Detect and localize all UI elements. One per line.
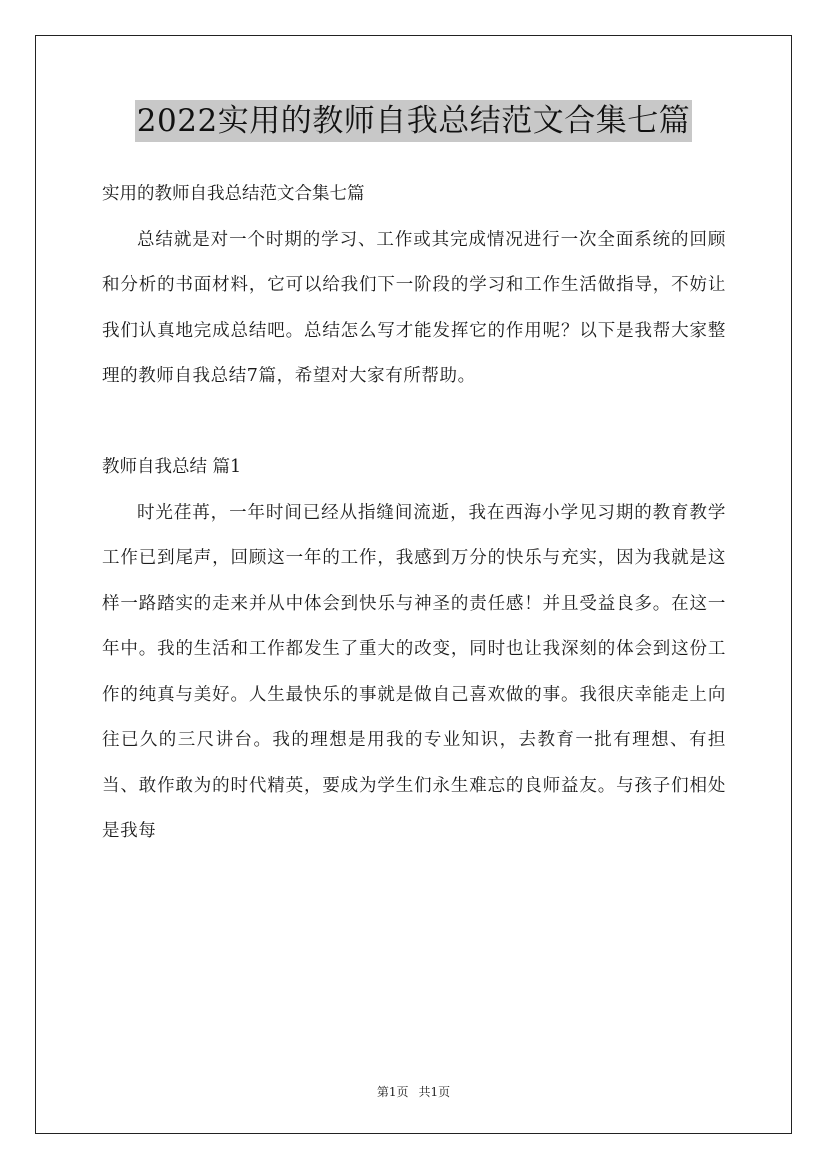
section-paragraph: 时光荏苒，一年时间已经从指缝间流逝，我在西海小学见习期的教育教学工作已到尾声，回顾这一年的工作，我感到万分的快乐与充实，因为我就是这样一路踏实的走来并从中体会到快乐与神圣的责任感！并且受益良多。在这一年中。我的生活和工作都发生了重大的改变，同时也让我深刻的体会到这份工作的纯真与美好。人生最快乐的事就是做自己喜欢做的事。我很庆幸能走上向往已久的三尺讲台。我的理想是用我的专业知识，去教育一批有理想、有担当、敢作敢为的时代精英，要成为学生们永生难忘的良师益友。与孩子们相处是我每 xyxy=(102,502,726,841)
intro-paragraph: 总结就是对一个时期的学习、工作或其完成情况进行一次全面系统的回顾和分析的书面材料，它可以给我们下一阶段的学习和工作生活做指导，不妨让我们认真地完成总结吧。总结怎么写才能发挥它的作用呢？以下是我帮大家整理的教师自我总结7篇，希望对大家有所帮助。 xyxy=(102,229,726,386)
document-title: 2022实用的教师自我总结范文合集七篇 xyxy=(135,100,692,142)
section-heading: 教师自我总结 篇1 xyxy=(102,457,242,477)
document-body xyxy=(102,172,726,855)
page-total: 共1页 xyxy=(418,1085,451,1099)
document-subtitle: 实用的教师自我总结范文合集七篇 xyxy=(102,184,365,204)
title-container xyxy=(0,100,827,142)
page-footer xyxy=(0,1083,827,1100)
paragraph-spacer xyxy=(102,400,726,446)
page-number: 第1页 xyxy=(376,1085,409,1099)
